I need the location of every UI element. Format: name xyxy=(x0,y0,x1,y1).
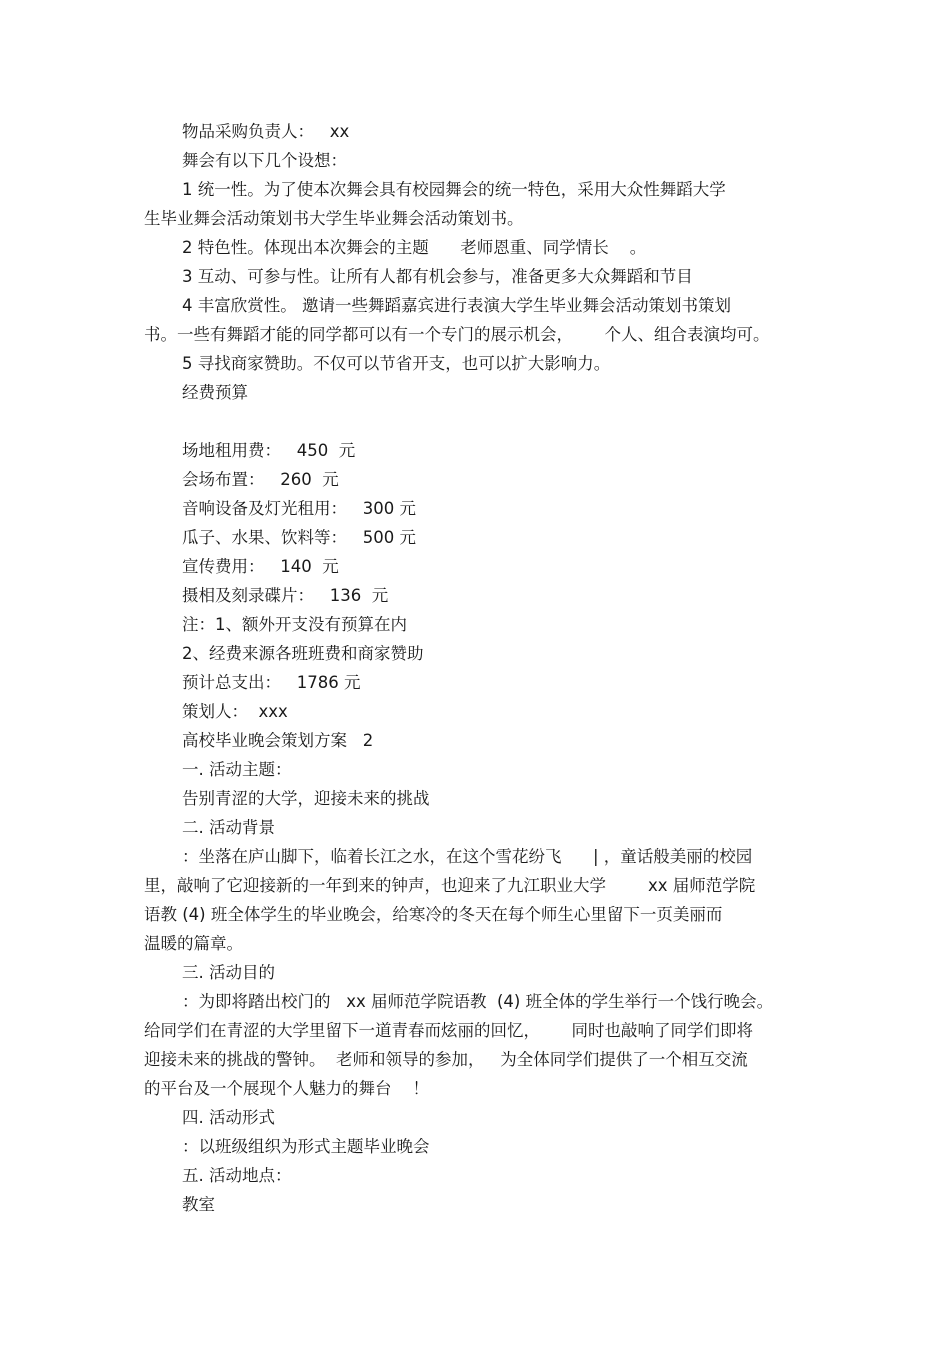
text-line: 瓜子、水果、饮料等： 500 元 xyxy=(182,528,416,547)
text-line: 给同学们在青涩的大学里留下一道青春而炫丽的回忆， 同时也敲响了同学们即将 xyxy=(144,1021,753,1040)
text-line: 高校毕业晚会策划方案 2 xyxy=(182,731,374,750)
text-line: ：坐落在庐山脚下，临着长江之水，在这个雪花纷飞 | ，童话般美丽的校园 xyxy=(182,847,753,866)
text-line: 语教 (4) 班全体学生的毕业晚会，给寒冷的冬天在每个师生心里留下一页美丽而 xyxy=(144,905,723,924)
text-line: 2 特色性。体现出本次舞会的主题 老师恩重、同学情长 。 xyxy=(182,238,647,257)
text-line: 宣传费用： 140 元 xyxy=(182,557,339,576)
text-line: 预计总支出： 1786 元 xyxy=(182,673,361,692)
text-line: 4 丰富欣赏性。 邀请一些舞蹈嘉宾进行表演大学生毕业舞会活动策划书策划 xyxy=(182,296,731,315)
text-line: 五. 活动地点： xyxy=(182,1166,292,1185)
text-line: 物品采购负责人： xx xyxy=(182,122,350,141)
blank-line xyxy=(144,407,814,436)
text-line: 的平台及一个展现个人魅力的舞台 ！ xyxy=(144,1079,429,1098)
text-line: 注：1、额外开支没有预算在内 xyxy=(182,615,407,634)
text-line: 生毕业舞会活动策划书大学生毕业舞会活动策划书。 xyxy=(144,209,524,228)
text-line: 教室 xyxy=(182,1195,215,1214)
text-line: 温暖的篇章。 xyxy=(144,934,243,953)
text-line: 策划人： xxx xyxy=(182,702,288,721)
text-line: 书。一些有舞蹈才能的同学都可以有一个专门的展示机会， 个人、组合表演均可。 xyxy=(144,325,770,344)
text-line: ：以班级组织为形式主题毕业晚会 xyxy=(182,1137,430,1156)
text-line: 2、经费来源各班班费和商家赞助 xyxy=(182,644,424,663)
text-line: 告别青涩的大学，迎接未来的挑战 xyxy=(182,789,430,808)
text-line: 会场布置： 260 元 xyxy=(182,470,339,489)
text-line: 经费预算 xyxy=(182,383,248,402)
text-line: 里，敲响了它迎接新的一年到来的钟声，也迎来了九江职业大学 xx 届师范学院 xyxy=(144,876,756,895)
text-line: 四. 活动形式 xyxy=(182,1108,275,1127)
text-line: 音响设备及灯光租用： 300 元 xyxy=(182,499,416,518)
text-line: 摄相及刻录碟片： 136 元 xyxy=(182,586,389,605)
text-line: 一. 活动主题： xyxy=(182,760,292,779)
document-body xyxy=(144,117,814,1219)
text-line: ：为即将踏出校门的 xx 届师范学院语教 (4) 班全体的学生举行一个饯行晚会。 xyxy=(182,992,774,1011)
text-line: 迎接未来的挑战的警钟。 老师和领导的参加， 为全体同学们提供了一个相互交流 xyxy=(144,1050,748,1069)
text-line: 3 互动、可参与性。让所有人都有机会参与，准备更多大众舞蹈和节目 xyxy=(182,267,693,286)
text-line: 1 统一性。为了使本次舞会具有校园舞会的统一特色，采用大众性舞蹈大学 xyxy=(182,180,726,199)
text-line: 二. 活动背景 xyxy=(182,818,275,837)
text-line: 场地租用费： 450 元 xyxy=(182,441,356,460)
text-line: 三. 活动目的 xyxy=(182,963,275,982)
text-line: 舞会有以下几个设想： xyxy=(182,151,347,170)
text-line: 5 寻找商家赞助。不仅可以节省开支，也可以扩大影响力。 xyxy=(182,354,611,373)
